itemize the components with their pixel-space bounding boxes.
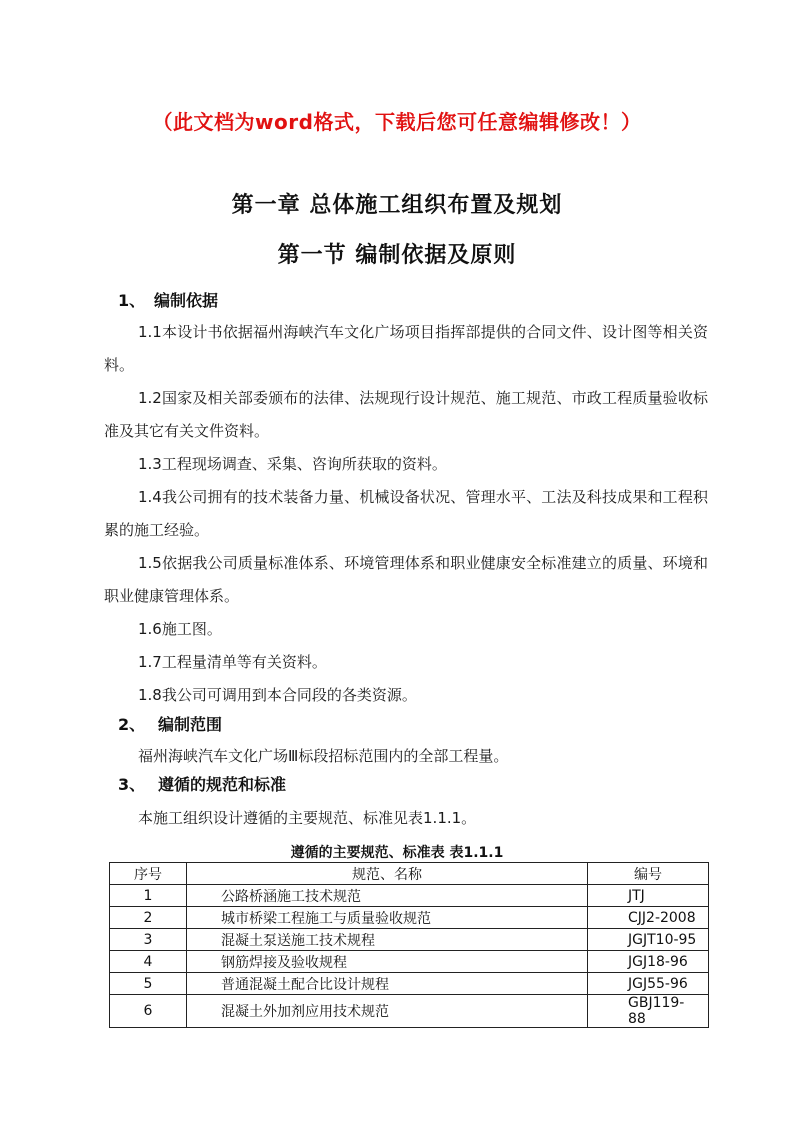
table-row xyxy=(110,995,709,1028)
table-row xyxy=(110,907,709,929)
section-title: 第一节 编制依据及原则 xyxy=(277,242,517,268)
row-code: JGJ55-96 xyxy=(588,973,709,995)
basis-item-1-5: 1.5依据我公司质量标准体系、环境管理体系和职业健康安全标准建立的质量、环境和职业健康管理体系。 xyxy=(104,554,708,605)
header-code: 编号 xyxy=(588,863,709,885)
table-row xyxy=(110,973,709,995)
heading-compile-scope xyxy=(118,712,222,735)
chapter-title: 第一章 总体施工组织布置及规划 xyxy=(231,192,563,218)
row-no: 4 xyxy=(110,951,187,973)
row-code: JGJT10-95 xyxy=(588,929,709,951)
heading-compile-basis xyxy=(118,288,218,311)
row-no: 1 xyxy=(110,885,187,907)
standards-intro: 本施工组织设计遵循的主要规范、标准见表1.1.1。 xyxy=(138,809,477,827)
word-format-notice: （此文档为word格式，下载后您可任意编辑修改！） xyxy=(152,110,642,134)
row-code: JGJ18-96 xyxy=(588,951,709,973)
row-no: 3 xyxy=(110,929,187,951)
row-name: 混凝土外加剂应用技术规范 xyxy=(187,995,588,1028)
row-no: 2 xyxy=(110,907,187,929)
row-no: 5 xyxy=(110,973,187,995)
table-row xyxy=(110,951,709,973)
basis-item-1-3: 1.3工程现场调查、采集、咨询所获取的资料。 xyxy=(138,455,447,473)
table-row xyxy=(110,929,709,951)
basis-item-1-4: 1.4我公司拥有的技术装备力量、机械设备状况、管理水平、工法及科技成果和工程积累的施工经验。 xyxy=(104,488,708,539)
row-code: JTJ xyxy=(588,885,709,907)
header-name: 规范、名称 xyxy=(187,863,588,885)
heading-text: 编制范围 xyxy=(158,715,223,734)
heading-standards xyxy=(118,772,286,795)
heading-text: 编制依据 xyxy=(154,291,219,310)
heading-number: 1、 xyxy=(118,291,146,310)
heading-number: 3、 xyxy=(118,775,146,794)
basis-item-1-6: 1.6施工图。 xyxy=(138,620,222,638)
table-caption: 遵循的主要规范、标准表 表1.1.1 xyxy=(290,845,504,861)
row-code: GBJ119-88 xyxy=(588,995,709,1028)
row-name: 普通混凝土配合比设计规程 xyxy=(187,973,588,995)
basis-item-1-2: 1.2国家及相关部委颁布的法律、法规现行设计规范、施工规范、市政工程质量验收标准及其它有关文件资料。 xyxy=(104,389,708,440)
row-no: 6 xyxy=(110,995,187,1028)
header-no: 序号 xyxy=(110,863,187,885)
basis-item-1-8: 1.8我公司可调用到本合同段的各类资源。 xyxy=(138,686,417,704)
basis-item-1-7: 1.7工程量清单等有关资料。 xyxy=(138,653,327,671)
row-name: 钢筋焊接及验收规程 xyxy=(187,951,588,973)
scope-text: 福州海峡汽车文化广场Ⅲ标段招标范围内的全部工程量。 xyxy=(138,747,509,765)
standards-table xyxy=(109,862,709,1028)
table-row xyxy=(110,885,709,907)
row-name: 混凝土泵送施工技术规程 xyxy=(187,929,588,951)
table-header-row xyxy=(110,863,709,885)
heading-number: 2、 xyxy=(118,715,146,734)
row-code: CJJ2-2008 xyxy=(588,907,709,929)
row-name: 公路桥涵施工技术规范 xyxy=(187,885,588,907)
basis-item-1-1: 1.1本设计书依据福州海峡汽车文化广场项目指挥部提供的合同文件、设计图等相关资料。 xyxy=(104,323,708,374)
heading-text: 遵循的规范和标准 xyxy=(158,775,287,794)
row-name: 城市桥梁工程施工与质量验收规范 xyxy=(187,907,588,929)
